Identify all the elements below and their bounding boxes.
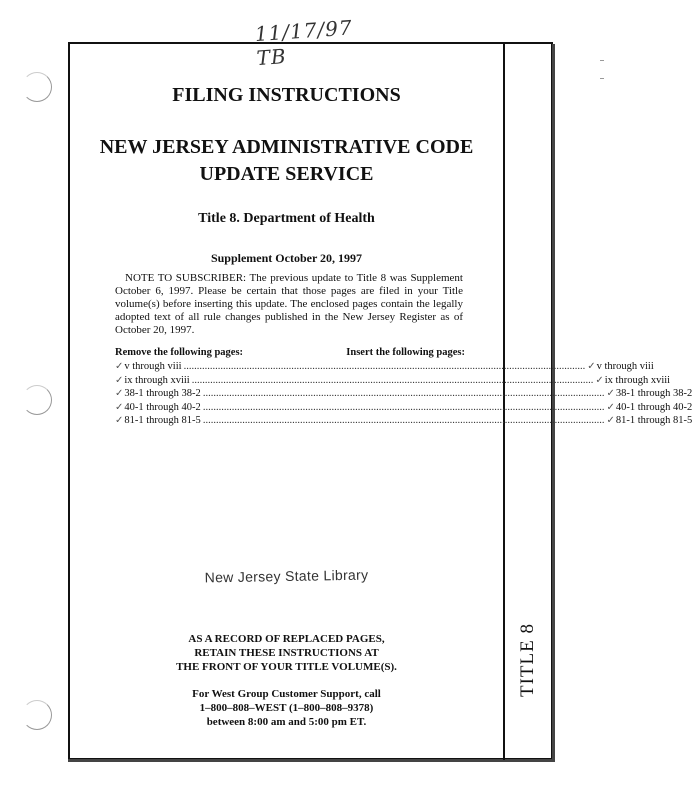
remove-pages: 40-1 through 40-2 xyxy=(124,401,201,413)
insert-pages: ix through xviii xyxy=(604,374,671,386)
check-mark-icon: ✓ xyxy=(115,361,124,372)
insert-pages: v through viii xyxy=(596,361,654,372)
title-name: Title 8. Department of Health xyxy=(198,211,375,226)
remove-pages: 38-1 through 38-2 xyxy=(124,388,201,399)
dot-leader: ......................................................................................................................................................... xyxy=(202,415,605,426)
check-mark-icon: ✓ xyxy=(115,415,124,426)
dot-leader: ......................................................................................................................................................... xyxy=(191,374,594,386)
page-row xyxy=(115,401,692,416)
code-title-line: NEW JERSEY ADMINISTRATIVE CODE xyxy=(99,136,474,158)
scan-mark xyxy=(600,60,604,61)
support-hours: between 8:00 am and 5:00 pm ET. xyxy=(206,716,367,728)
remove-pages: ix through xviii xyxy=(124,374,190,386)
handwritten-date-note: 11/17/97 TB xyxy=(254,15,354,71)
record-line: AS A RECORD OF REPLACED PAGES, xyxy=(188,633,385,645)
check-mark-icon: ✓ xyxy=(115,388,124,399)
record-line: THE FRONT OF YOUR TITLE VOLUME(S). xyxy=(176,661,397,673)
insert-pages: 40-1 through 40-2 xyxy=(615,401,692,413)
dot-leader: ......................................................................................................................................................... xyxy=(183,361,586,372)
check-mark-icon: ✓ xyxy=(115,401,124,413)
support-phone: 1–800–808–WEST (1–800–808–9378) xyxy=(199,702,374,714)
hole-punch-mark-middle xyxy=(22,385,52,415)
supplement-date: Supplement October 20, 1997 xyxy=(210,251,363,265)
title-tab xyxy=(503,590,553,730)
page-row xyxy=(115,388,692,402)
page-row xyxy=(115,361,654,375)
dot-leader: ......................................................................................................................................................... xyxy=(202,401,605,413)
subscriber-note: NOTE TO SUBSCRIBER: The previous update to Title 8 was Supplement October 6, 1997. Please be certain that those pages are filed in your Title volume(s) before inserting this update. The enclosed pages contain the legally adopted text of all rule changes published in the New Jersey Register as of October 20, 1997. xyxy=(115,272,463,336)
insert-pages: 81-1 through 81-5 xyxy=(615,415,692,426)
check-mark-icon: ✓ xyxy=(606,388,615,399)
page-list-header xyxy=(115,347,465,358)
record-line: RETAIN THESE INSTRUCTIONS AT xyxy=(194,647,379,659)
customer-support xyxy=(70,687,503,729)
record-instructions xyxy=(70,632,503,674)
remove-pages: 81-1 through 81-5 xyxy=(124,415,201,426)
remove-pages-header: Remove the following pages: xyxy=(115,347,244,358)
support-line: For West Group Customer Support, call xyxy=(192,688,381,700)
page-list xyxy=(115,361,692,429)
insert-pages-header: Insert the following pages: xyxy=(346,347,465,358)
page-border-shadow xyxy=(68,759,555,762)
check-mark-icon: ✓ xyxy=(587,361,596,372)
insert-pages: 38-1 through 38-2 xyxy=(615,388,692,399)
code-title-line: UPDATE SERVICE xyxy=(199,163,374,185)
title-tab-label: TITLE 8 xyxy=(517,622,539,698)
check-mark-icon: ✓ xyxy=(606,415,615,426)
scan-mark xyxy=(600,78,604,79)
check-mark-icon: ✓ xyxy=(115,374,124,386)
hole-punch-mark-bottom xyxy=(22,700,52,730)
library-stamp: New Jersey State Library xyxy=(204,566,369,586)
page-row xyxy=(115,415,692,429)
dot-leader: ......................................................................................................................................................... xyxy=(202,388,605,399)
hole-punch-mark-top xyxy=(22,72,52,102)
page-row xyxy=(115,374,671,389)
code-title xyxy=(70,134,503,188)
remove-pages: v through viii xyxy=(124,361,182,372)
check-mark-icon: ✓ xyxy=(606,401,615,413)
check-mark-icon: ✓ xyxy=(595,374,604,386)
filing-instructions-heading: FILING INSTRUCTIONS xyxy=(172,84,401,106)
instructions-content xyxy=(70,44,692,758)
